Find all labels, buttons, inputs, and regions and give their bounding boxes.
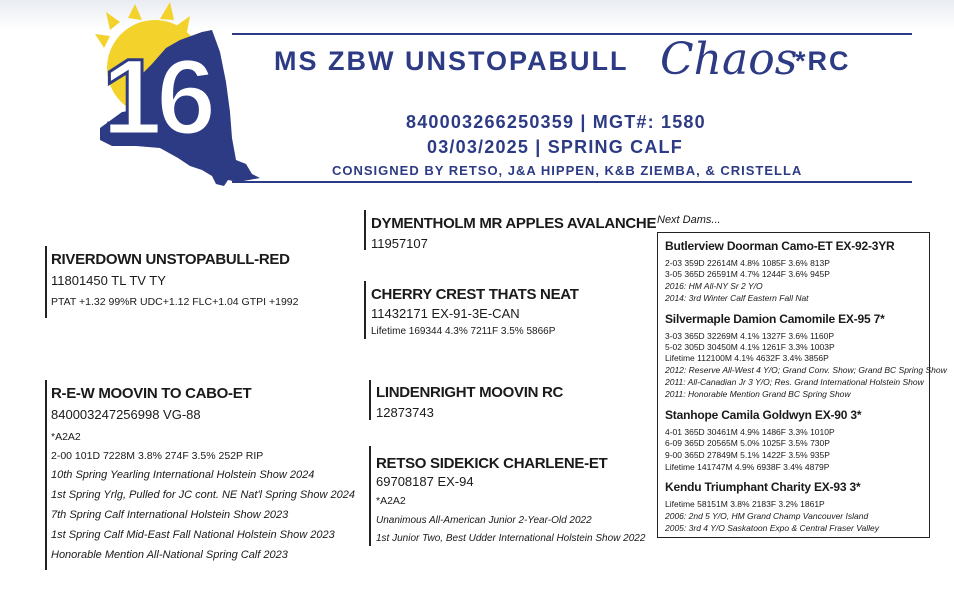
next-dam-name: Butlerview Doorman Camo-ET EX-92-3YR: [665, 239, 895, 253]
new-york-state-logo: [40, 0, 290, 200]
dam-honor: 7th Spring Calf International Holstein Show 2023: [51, 509, 289, 521]
next-dam-record: 9-00 365D 27849M 5.1% 1422F 3.5% 935P: [665, 450, 830, 460]
dam-sire-name: LINDENRIGHT MOOVIN RC: [376, 384, 564, 401]
next-dam-honor: 2011: Honorable Mention Grand BC Spring Show: [665, 389, 851, 399]
dam-dam-code: *A2A2: [376, 495, 406, 507]
lot-name-main: MS ZBW UNSTOPABULL: [274, 46, 629, 76]
sire-dam-registration: 11432171 EX-91-3E-CAN: [371, 306, 520, 321]
dam-dam-name: RETSO SIDEKICK CHARLENE-ET: [376, 455, 608, 472]
next-dam-record: Lifetime 141747M 4.9% 6938F 3.4% 4879P: [665, 462, 830, 472]
next-dam-record: Lifetime 58151M 3.8% 2183F 3.2% 1861P: [665, 499, 825, 509]
next-dam-honor: 2014: 3rd Winter Calf Eastern Fall Nat: [665, 293, 809, 303]
dam-honor: 1st Spring Yrlg, Pulled for JC cont. NE Nat'l Spring Show 2024: [51, 489, 355, 501]
sire-registration: 11801450 TL TV TY: [51, 273, 166, 288]
sire-dam-bracket: [364, 281, 366, 339]
dam-sire-bracket: [369, 380, 371, 420]
next-dam-record: 3-03 365D 32269M 4.1% 1327F 3.6% 1160P: [665, 331, 835, 341]
next-dam-name: Silvermaple Damion Camomile EX-95 7*: [665, 312, 885, 326]
next-dam-record: 5-02 305D 30450M 4.1% 1261F 3.3% 1003P: [665, 342, 835, 352]
dam-honor: Honorable Mention All-National Spring Calf 2023: [51, 549, 288, 561]
lot-date-line: 03/03/2025 | SPRING CALF: [427, 137, 683, 157]
lot-number: 16: [102, 36, 211, 157]
sire-name: RIVERDOWN UNSTOPABULL-RED: [51, 251, 290, 268]
next-dam-honor: 2006: 2nd 5 Y/O, HM Grand Champ Vancouver Island: [665, 511, 869, 521]
dam-name: R-E-W MOOVIN TO CABO-ET: [51, 385, 252, 402]
lot-name-script: Chaos: [660, 34, 798, 85]
sire-bracket: [45, 246, 47, 318]
next-dam-honor: 2005: 3rd 4 Y/O Saskatoon Expo & Central Fraser Valley: [665, 523, 880, 533]
sun-ray: [128, 4, 142, 20]
next-dam-record: 4-01 365D 30461M 4.9% 1486F 3.3% 1010P: [665, 427, 835, 437]
lot-name-suffix: *RC: [795, 46, 851, 76]
dam-dam-honor: Unanimous All-American Junior 2-Year-Old 2022: [376, 515, 592, 526]
header-bottom-rule: [232, 181, 912, 183]
dam-registration: 840003247256998 VG-88: [51, 407, 201, 422]
next-dam-honor: 2011: All-Canadian Jr 3 Y/O; Res. Grand International Holstein Show: [665, 377, 924, 387]
next-dam-name: Stanhope Camila Goldwyn EX-90 3*: [665, 408, 862, 422]
lot-id-line: 840003266250359 | MGT#: 1580: [406, 112, 706, 132]
sire-sire-bracket: [364, 210, 366, 250]
next-dam-honor: 2012: Reserve All-West 4 Y/O; Grand Conv. Show; Grand BC Spring Show: [665, 365, 947, 375]
dam-bracket: [45, 380, 47, 570]
next-dam-record: 6-09 365D 20565M 5.0% 1025F 3.5% 730P: [665, 438, 830, 448]
next-dam-record: Lifetime 112100M 4.1% 4632F 3.4% 3856P: [665, 353, 829, 363]
next-dams-label: Next Dams...: [657, 214, 721, 226]
next-dam-honor: 2016: HM All-NY Sr 2 Y/O: [665, 281, 763, 291]
consigned-by: CONSIGNED BY RETSO, J&A HIPPEN, K&B ZIEMBA, & CRISTELLA: [332, 163, 803, 178]
dam-dam-registration: 69708187 EX-94: [376, 474, 474, 489]
header-top-rule: [232, 33, 912, 35]
dam-sire-registration: 12873743: [376, 405, 434, 420]
sire-dam-record: Lifetime 169344 4.3% 7211F 3.5% 5866P: [371, 326, 556, 337]
sun-ray: [160, 2, 174, 20]
sire-dam-name: CHERRY CREST THATS NEAT: [371, 286, 579, 303]
dam-code: *A2A2: [51, 431, 81, 443]
dam-dam-honor: 1st Junior Two, Best Udder International Holstein Show 2022: [376, 533, 646, 544]
next-dam-record: 2-03 359D 22614M 4.8% 1085F 3.6% 813P: [665, 258, 830, 268]
next-dam-name: Kendu Triumphant Charity EX-93 3*: [665, 480, 861, 494]
sire-sire-name: DYMENTHOLM MR APPLES AVALANCHE: [371, 215, 657, 232]
sun-ray: [106, 12, 120, 30]
sire-sire-registration: 11957107: [371, 236, 428, 251]
dam-honor: 10th Spring Yearling International Holstein Show 2024: [51, 469, 315, 481]
next-dam-record: 3-05 365D 26591M 4.7% 1244F 3.6% 945P: [665, 269, 830, 279]
dam-dam-bracket: [369, 446, 371, 546]
dam-honor: 1st Spring Calf Mid-East Fall National Holstein Show 2023: [51, 529, 335, 541]
sire-genomics: PTAT +1.32 99%R UDC+1.12 FLC+1.04 GTPI +1992: [51, 296, 299, 308]
dam-record: 2-00 101D 7228M 3.8% 274F 3.5% 252P RIP: [51, 450, 264, 462]
